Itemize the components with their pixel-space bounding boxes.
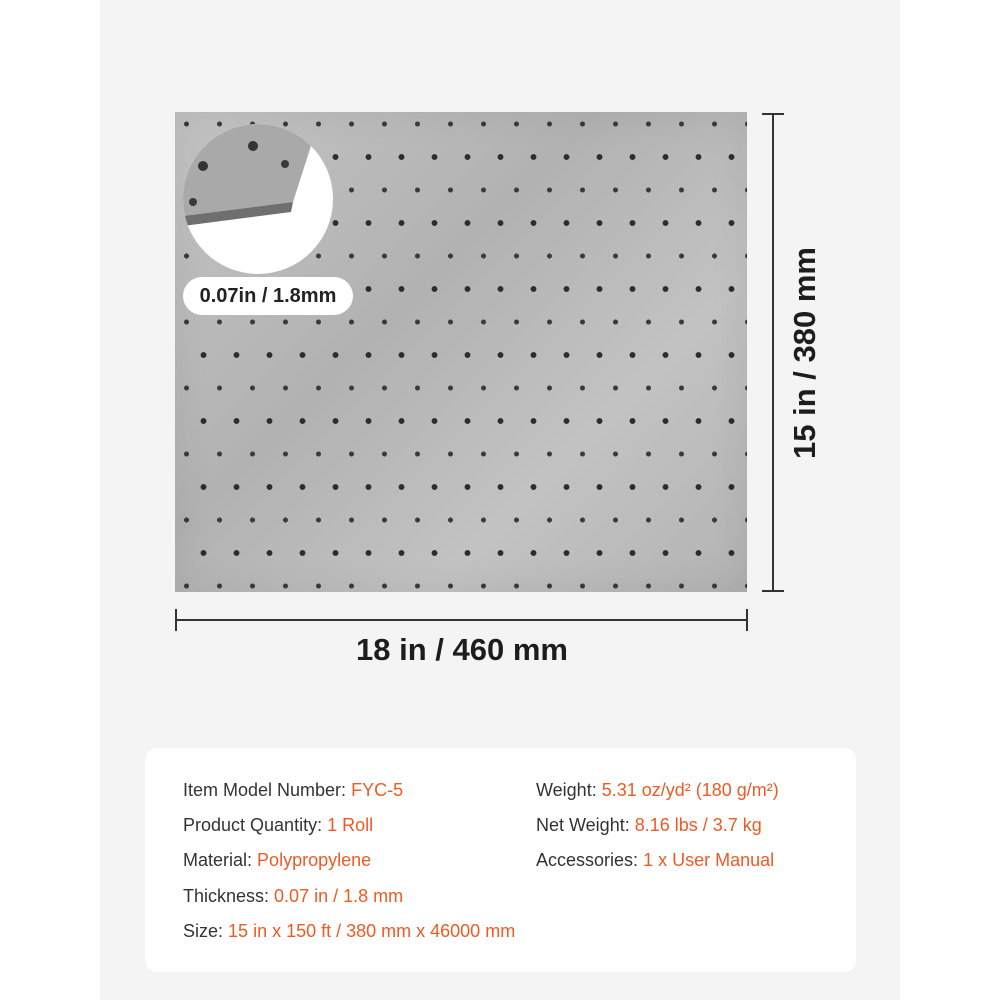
spec-accessories xyxy=(536,850,774,871)
height-dimension-tick-bottom xyxy=(762,590,784,592)
spec-net-weight xyxy=(536,815,762,836)
spec-value: Polypropylene xyxy=(257,850,372,870)
spec-value: FYC-5 xyxy=(351,780,404,800)
spec-label: Net Weight: xyxy=(536,815,630,835)
spec-value: 1 Roll xyxy=(327,815,374,835)
spec-quantity xyxy=(183,815,373,836)
spec-label: Weight: xyxy=(536,780,597,800)
spec-value: 8.16 lbs / 3.7 kg xyxy=(634,815,762,835)
spec-thickness xyxy=(183,886,403,907)
spec-value: 15 in x 150 ft / 380 mm x 46000 mm xyxy=(228,921,516,941)
mat-edge-closeup-icon xyxy=(183,124,333,274)
width-dimension-line xyxy=(176,619,748,621)
height-dimension-tick-top xyxy=(762,113,784,115)
spec-weight xyxy=(536,780,779,801)
spec-label: Product Quantity: xyxy=(183,815,323,835)
height-dimension-line xyxy=(772,114,774,592)
thickness-detail-inset xyxy=(183,124,333,274)
width-dimension-tick-left xyxy=(175,609,177,631)
spec-label: Material: xyxy=(183,850,253,870)
spec-label: Thickness: xyxy=(183,886,270,906)
width-label: 18 in / 460 mm xyxy=(356,632,568,667)
spec-size xyxy=(183,921,515,942)
spec-model-number xyxy=(183,780,403,801)
spec-material xyxy=(183,850,371,871)
spec-value: 5.31 oz/yd² (180 g/m²) xyxy=(601,780,779,800)
spec-label: Item Model Number: xyxy=(183,780,347,800)
height-label: 15 in / 380 mm xyxy=(787,247,822,459)
spec-label: Accessories: xyxy=(536,850,639,870)
spec-label: Size: xyxy=(183,921,224,941)
spec-value: 0.07 in / 1.8 mm xyxy=(274,886,404,906)
thickness-callout: 0.07in / 1.8mm xyxy=(183,277,353,315)
width-dimension-tick-right xyxy=(746,609,748,631)
spec-value: 1 x User Manual xyxy=(643,850,775,870)
